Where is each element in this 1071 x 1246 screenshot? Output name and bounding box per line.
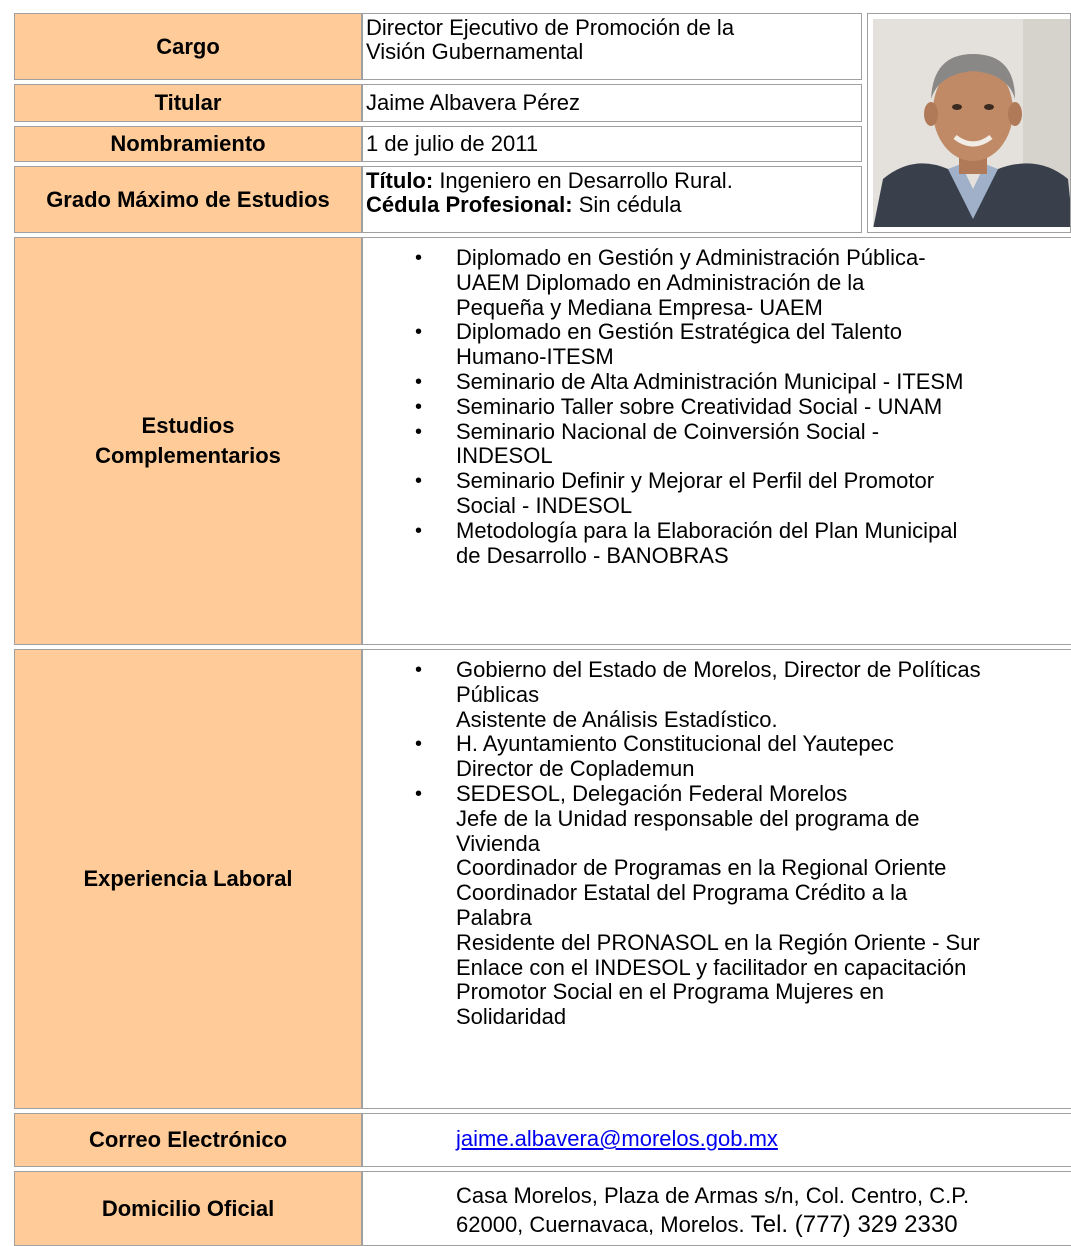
estudios-item-line: Seminario de Alta Administración Municipal - ITESM <box>456 368 964 394</box>
estudios-item <box>363 519 1071 569</box>
titular-value: Jaime Albavera Pérez <box>366 90 580 115</box>
titulo-label: Título: <box>366 168 434 193</box>
titular-label-cell <box>14 84 362 122</box>
estudios-item <box>363 246 1071 320</box>
titulo-value: Ingeniero en Desarrollo Rural. <box>433 168 733 193</box>
bullet-icon: • <box>415 370 423 393</box>
experiencia-item-line: Residente del PRONASOL en la Región Oriente - Sur <box>456 929 980 955</box>
experiencia-item-line: Director de Coplademun <box>456 756 695 782</box>
experiencia-item <box>363 658 1071 732</box>
estudios-item-line: de Desarrollo - BANOBRAS <box>456 542 729 568</box>
bullet-icon: • <box>415 247 423 269</box>
correo-label-cell <box>14 1113 362 1167</box>
estudios-item-line: Social - INDESOL <box>456 492 633 518</box>
correo-label: Correo Electrónico <box>88 1127 288 1152</box>
nombramiento-value-cell <box>362 126 862 162</box>
estudios-item-line: Seminario Taller sobre Creatividad Social - UNAM <box>456 393 943 419</box>
experiencia-label: Experiencia Laboral <box>83 866 293 891</box>
estudios-label-line: Complementarios <box>95 443 281 468</box>
estudios-label <box>95 411 281 471</box>
cedula-label: Cédula Profesional: <box>366 192 573 217</box>
domicilio-line: Casa Morelos, Plaza de Armas s/n, Col. Centro, C.P. <box>456 1183 970 1208</box>
estudios-list <box>362 237 1071 645</box>
experiencia-item <box>363 732 1071 782</box>
bullet-icon: • <box>415 395 423 418</box>
estudios-item-line: Humano-ITESM <box>456 344 614 370</box>
estudios-item <box>363 320 1071 370</box>
experiencia-item-line: Jefe de la Unidad responsable del programa de <box>456 805 920 831</box>
domicilio-label-cell <box>14 1171 362 1246</box>
bullet-icon: • <box>415 470 423 493</box>
bullet-icon: • <box>415 733 423 756</box>
estudios-item <box>363 420 1071 470</box>
domicilio-value-cell <box>362 1171 1071 1246</box>
cargo-label-cell <box>14 13 362 80</box>
cedula-value: Sin cédula <box>572 192 682 217</box>
nombramiento-label: Nombramiento <box>110 131 266 156</box>
experiencia-item-line: Públicas <box>456 681 540 707</box>
bullet-icon: • <box>415 321 423 344</box>
estudios-item-line: Pequeña y Mediana Empresa- UAEM <box>456 294 823 320</box>
nombramiento-label-cell <box>14 126 362 162</box>
nombramiento-value: 1 de julio de 2011 <box>366 131 539 156</box>
experiencia-list <box>362 649 1071 1109</box>
domicilio-phone: Tel. (777) 329 2330 <box>750 1210 958 1238</box>
experiencia-label-cell <box>14 649 362 1109</box>
correo-value-cell <box>362 1113 1071 1167</box>
cargo-value-line: Visión Gubernamental <box>366 39 584 64</box>
bullet-icon: • <box>415 519 423 542</box>
cargo-label: Cargo <box>156 33 220 59</box>
titulo-line <box>366 169 858 193</box>
estudios-item <box>363 395 1071 420</box>
cargo-value-line: Director Ejecutivo de Promoción de la <box>366 15 735 40</box>
grado-value-cell <box>362 166 862 233</box>
estudios-item-line: Metodología para la Elaboración del Plan Municipal <box>456 517 958 543</box>
experiencia-item-line: Gobierno del Estado de Morelos, Director de Políticas <box>456 657 981 682</box>
estudios-item-line: INDESOL <box>456 443 553 469</box>
estudios-item-line: Seminario Nacional de Coinversión Social - <box>456 418 880 444</box>
experiencia-item-line: H. Ayuntamiento Constitucional del Yautepec <box>456 731 894 757</box>
experiencia-item-line: Coordinador Estatal del Programa Crédito a la <box>456 880 908 906</box>
estudios-label-cell <box>14 237 362 645</box>
titular-label: Titular <box>154 90 222 115</box>
grado-label: Grado Máximo de Estudios <box>46 186 330 212</box>
bullet-icon: • <box>415 420 423 443</box>
bullet-icon: • <box>415 782 423 805</box>
email-link[interactable]: jaime.albavera@morelos.gob.mx <box>456 1126 778 1151</box>
experiencia-item-line: SEDESOL, Delegación Federal Morelos <box>456 780 848 806</box>
experiencia-item <box>363 782 1071 1030</box>
portrait-image <box>873 19 1070 227</box>
grado-label-cell <box>14 166 362 233</box>
experiencia-item-line: Promotor Social en el Programa Mujeres en <box>456 979 884 1005</box>
estudios-item-line: UAEM Diplomado en Administración de la <box>456 269 865 295</box>
estudios-item <box>363 370 1071 395</box>
experiencia-item-line: Vivienda <box>456 830 540 856</box>
estudios-item-line: Diplomado en Gestión y Administración Pública- <box>456 245 926 270</box>
estudios-item-line: Seminario Definir y Mejorar el Perfil del Promotor <box>456 468 935 494</box>
experiencia-item-line: Solidaridad <box>456 1004 567 1030</box>
estudios-label-line: Estudios <box>141 413 235 438</box>
experiencia-item-line: Coordinador de Programas en la Regional Oriente <box>456 855 947 881</box>
cedula-line <box>366 193 858 217</box>
experiencia-item-line: Palabra <box>456 904 532 930</box>
experiencia-item-line: Enlace con el INDESOL y facilitador en capacitación <box>456 954 967 980</box>
domicilio-city: 62000, Cuernavaca, Morelos. <box>456 1211 751 1237</box>
profile-photo <box>867 13 1071 233</box>
estudios-item <box>363 469 1071 519</box>
experiencia-item-line: Asistente de Análisis Estadístico. <box>456 706 778 732</box>
bullet-icon: • <box>415 659 423 681</box>
domicilio-label: Domicilio Oficial <box>101 1195 275 1221</box>
cargo-value-cell <box>362 13 862 80</box>
titular-value-cell <box>362 84 862 122</box>
domicilio-line <box>363 1209 1071 1238</box>
estudios-item-line: Diplomado en Gestión Estratégica del Talento <box>456 319 902 345</box>
